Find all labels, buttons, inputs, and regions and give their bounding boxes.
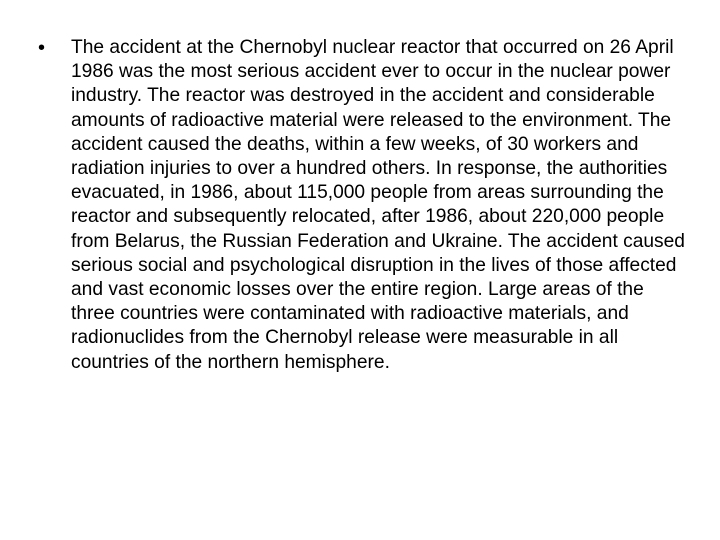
bullet-item (38, 36, 688, 375)
bullet-dot-icon: • (38, 37, 46, 59)
bullet-text: The accident at the Chernobyl nuclear reactor that occurred on 26 April 1986 was the most serious accident ever to occur in the nuclear power industry. The reactor was destroyed in the accident and considerable amounts of radioactive material were released to the environment. The accident caused the deaths, within a few weeks, of 30 workers and radiation injuries to over a hundred others. In response, the authorities evacuated, in 1986, about 115,000 people from areas surrounding the reactor and subsequently relocated, after 1986, about 220,000 people from Belarus, the Russian Federation and Ukraine. The accident caused serious social and psychological disruption in the lives of those affected and vast economic losses over the entire region. Large areas of the three countries were contaminated with radioactive materials, and radionuclides from the Chernobyl release were measurable in all countries of the northern hemisphere. (71, 37, 685, 373)
bullet-list (38, 36, 688, 375)
